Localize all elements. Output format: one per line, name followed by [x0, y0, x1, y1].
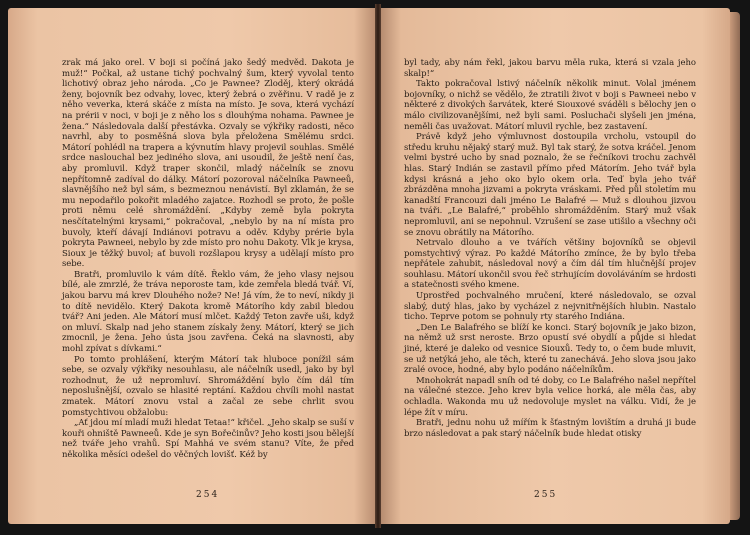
- right-page-text: [404, 58, 696, 439]
- paragraph: Bratři, promluvilo k vám dítě. Řeklo vám, že jeho vlasy nejsou bílé, ale zmrzlé, že tráva neporoste tam, kde zemřela bledá tvář. Ví, jakou barvu má krev Dlouhého nože? Ne! Já vím, že to neví, nikdy ji to dítě nevidělo. Který Dakota kromě Mátorího kdy zabil bledou tvář? Ani jeden. Ale Mátorí musí mlčet. Každý Teton zavře uši, když on mluví. Skalp nad jeho stanem získaly ženy. Mátorí, který se jich zmocnil, je žena. Jeho ústa jsou zavřena. Čeká na slavnosti, aby mohl zpívat s dívkami.“: [62, 269, 354, 355]
- paragraph: Mnohokrát napadl sníh od té doby, co Le Balafrého našel nepřítel na válečné stezce. Jeho krev byla velice horká, ale měla čas, aby ochladla. Wakonda mu už nedovoluje myslet na válku. Vidí, že je lépe žít v míru.: [404, 375, 696, 418]
- paragraph: „Ať jdou mí mladí muži hledat Tetaa!“ křičel. „Jeho skalp se suší v kouři ohniště Pawneeů. Kde je syn Bořečinův? Jeho kosti jsou bělejší než tváře jeho vrahů. Spí Mahhá ve svém stanu? Víte, že před několika měsíci odešel do věčných lovišť. Kéž by: [62, 418, 354, 460]
- paragraph: Právě když jeho výmluvnost dostoupila vrcholu, vstoupil do středu kruhu nějaký starý muž. Byl tak starý, že sotva kráčel. Jenom velmi bystré ucho by snad poznalo, že se řečníkovi trochu zachvěl hlas. Starý Indián se zastavil přímo před Mátorím. Jeho tvář byla kdysi krásná a jeho oko bylo okem orla. Teď byla jeho tvář zbrázděna mnoha jizvami a pokryta vráskami. Před půl stoletím mu kanadští Francouzi dali jméno Le Balafré — Muž s dlouhou jizvou na tváři. „Le Balafré,“ proběhlo shromážděním. Starý muž však nepromluvil, ani se nepohnul. Vzrušení se zase utišilo a všechny oči se znovu obrátily na Mátorího.: [404, 132, 696, 238]
- paragraph: „Den Le Balafrého se blíží ke konci. Starý bojovník je jako bizon, na němž už srst neroste. Brzo opustí své obydlí a půjde si hledat jiné, které je daleko od vesnice Siouxů. Tedy to, o čem bude mluvit, se už netýká jeho, ale těch, které tu zanechává. Jeho slova jsou jako zralé ovoce, hodné, aby bylo podáno náčelníkům.: [404, 322, 696, 376]
- left-page: [8, 8, 376, 524]
- paragraph: Takto pokračoval lstivý náčelník několik minut. Volal jménem bojovníky, o nichž se vědělo, že ztratili život v boji s Pawneei nebo v některé z divokých šarvátek, které Siouxové sváděli s bělochy jen o málo civilizovanějšími, než byli sami. Posluchači slyšeli jen jména, neměli čas uvažovat. Mátorí mluvil rychle, bez zastavení.: [404, 79, 696, 132]
- paragraph: Netrvalo dlouho a ve tvářích většiny bojovníků se objevil pomstychtivý výraz. Po každé Mátorího zmínce, že by bylo třeba nepřátele zahubit, následoval nový a čím dál tím hlučnější projev souhlasu. Mátorí ukončil svou řeč strhujícím dovoláváním se hrdosti a statečnosti svého kmene.: [404, 238, 696, 291]
- paragraph: Po tomto prohlášení, kterým Mátorí tak hluboce ponížil sám sebe, se ozvaly výkřiky nesouhlasu, ale náčelník usedl, jako by byl rozhodnut, že už nepromluví. Shromáždění bylo čím dál tím neposlušnější, ozvalo se hlasité reptání. Každou chvíli mohl nastat zmatek. Mátorí znovu vstal a začal ze sebe chrlit svou pomstychtivou obžalobu:: [62, 354, 354, 418]
- paragraph: Bratři, jednu nohu už mířím k šťastným lovištím a druhá ji bude brzo následovat a pak starý náčelník bude hledat otisky: [404, 418, 696, 439]
- paragraph: Uprostřed pochvalného mručení, které následovalo, se ozval slabý, dutý hlas, jako by vycházel z nejvnitřnějších hlubin. Nastalo ticho. Teprve potom se pohnuly rty starého Indiána.: [404, 291, 696, 323]
- paragraph: zrak má jako orel. V boji si počíná jako šedý medvěd. Dakota je muž!“ Počkal, až ustane tichý pochvalný šum, který vyvolal tento lichotivý obraz jeho národa. „Co je Pawnee? Zloděj, který okrádá ženy, bojovník bez odvahy, lovec, který žebrá o zvěřinu. V radě je z něho veverka, která skáče z místa na místo. Je sova, která vychází na prérii v noci, v boji je z něho los s dlouhýma nohama. Pawnee je žena.“ Následovala další přestávka. Ozvaly se výkřiky radosti, něco navrhl, aby to posměšná slova byla přeložena Smělému srdci. Mátorí pohlédl na trapera a kývnutím hlavy projevil souhlas. Smělé srdce naslouchal bez jediného slova, ani usoudil, že ještě není čas, aby promluvil. Když traper skončil, mladý náčelník se znovu nepřítomně zadíval do dálky. Mátorí pozoroval náčelníka Pawneeů, slavnějšího než byl sám, s bezmeznou nenávistí. Byl zklamán, že se mu nepodařilo pokořit mladého zajatce. Rozhodl se proto, že pošle proti němu celé shromáždění. „Kdyby země byla pokryta nesčítatelnými krysami,“ pokračoval, „nebylo by na ní místa pro buvoly, kteří dávají Indiánovi potravu a oděv. Kdyby prérie byla pokryta Pawneei, nebylo by zde místo pro nohu Dakoty. Vlk je krysa, Sioux je těžký buvol; ať buvoli rozšlapou krysy a udělají místo pro sebe.: [62, 58, 354, 270]
- book-gutter: [375, 4, 381, 528]
- page-number: 255: [534, 490, 558, 500]
- page-edge: [730, 12, 740, 520]
- right-page: [380, 8, 730, 524]
- left-page-text: [62, 58, 354, 461]
- paragraph: byl tady, aby nám řekl, jakou barvu měla ruka, která si vzala jeho skalp!“: [404, 58, 696, 79]
- page-number: 254: [196, 490, 220, 500]
